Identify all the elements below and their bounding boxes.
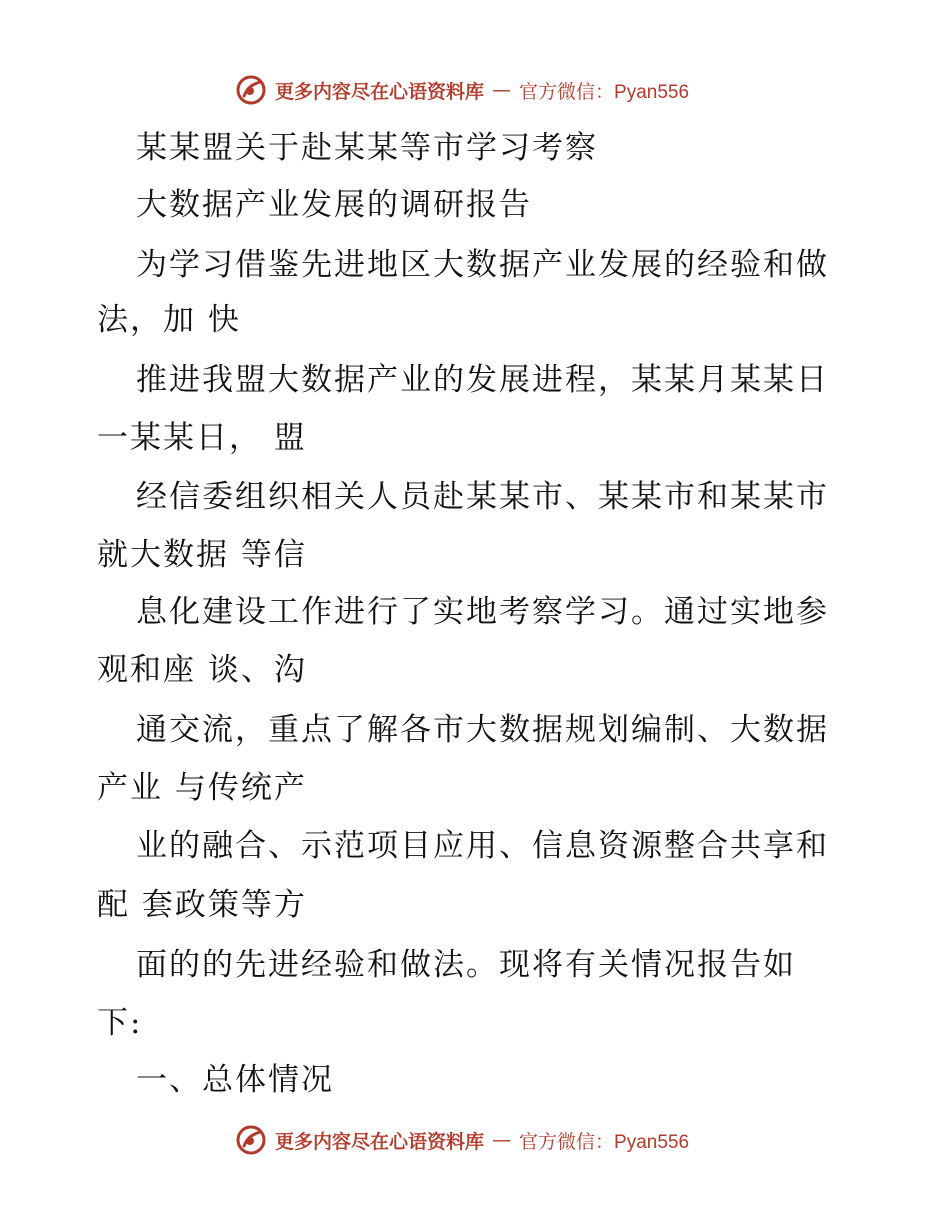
watermark-account: 官方微信：Pyan556 xyxy=(519,1131,690,1153)
paragraph-line: 业的融合、示范项目应用、信息资源整合共享和 xyxy=(136,828,829,864)
paragraph-line: 就大数据 等信 xyxy=(97,537,307,573)
paragraph-line: 一某某日， 盟 xyxy=(97,420,307,456)
paragraph-line: 法，加 快 xyxy=(97,302,241,338)
paragraph-line: 为学习借鉴先进地区大数据产业发展的经验和做 xyxy=(136,247,829,283)
document-title-line-1: 某某盟关于赴某某等市学习考察 xyxy=(136,130,598,166)
paragraph-line: 面的的先进经验和做法。现将有关情况报告如 xyxy=(136,947,796,983)
brush-logo-icon xyxy=(235,1124,267,1156)
paragraph-line: 经信委组织相关人员赴某某市、某某市和某某市 xyxy=(136,479,829,515)
watermark-slogan: 更多内容尽在心语资料库 xyxy=(275,1130,485,1153)
paragraph-line: 观和座 谈、沟 xyxy=(97,652,307,688)
watermark-account: 官方微信：Pyan556 xyxy=(519,81,690,103)
section-heading: 一、总体情况 xyxy=(136,1062,334,1098)
watermark-separator: — xyxy=(492,79,512,101)
paragraph-line: 产业 与传统产 xyxy=(97,770,307,806)
watermark-separator: — xyxy=(492,1129,512,1151)
document-title-line-2: 大数据产业发展的调研报告 xyxy=(136,187,532,223)
paragraph-line: 通交流，重点了解各市大数据规划编制、大数据 xyxy=(136,712,829,748)
paragraph-line: 下: xyxy=(97,1005,143,1041)
brush-logo-icon xyxy=(235,74,267,106)
watermark-slogan: 更多内容尽在心语资料库 xyxy=(275,80,485,103)
paragraph-line: 息化建设工作进行了实地考察学习。通过实地参 xyxy=(136,594,829,630)
footer-watermark xyxy=(235,1122,689,1158)
paragraph-line: 推进我盟大数据产业的发展进程，某某月某某日 xyxy=(136,362,829,398)
header-watermark xyxy=(235,72,689,108)
paragraph-line: 配 套政策等方 xyxy=(97,887,307,923)
